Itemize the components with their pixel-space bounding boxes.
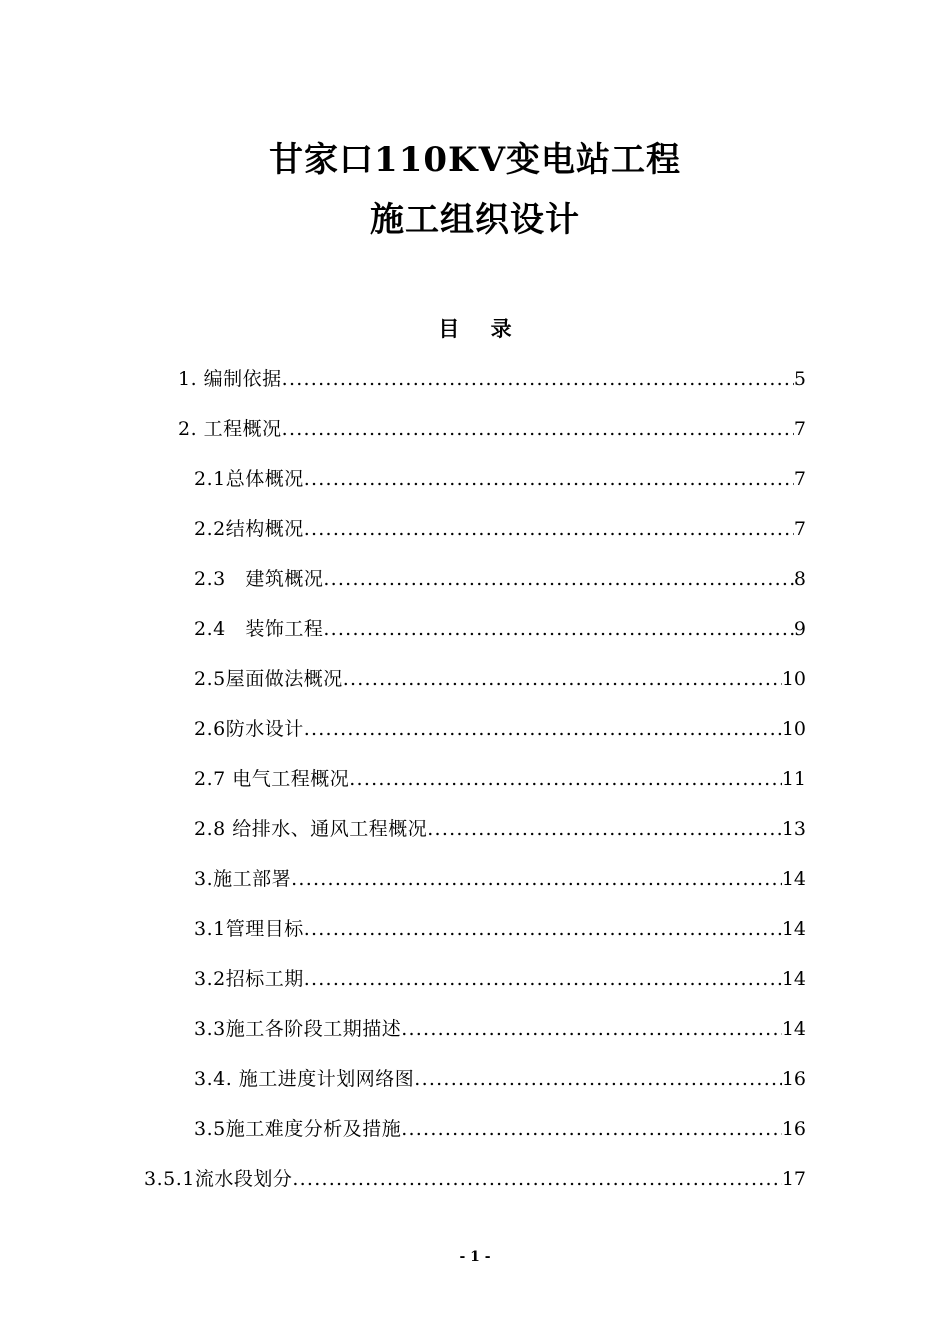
toc-dot-leader (427, 814, 782, 844)
toc-entry-label: 2.5屋面做法概况 (194, 668, 343, 690)
toc-entry-label: 2.1总体概况 (194, 468, 304, 490)
toc-entry-label: 2.2结构概况 (194, 518, 304, 540)
toc-entry[interactable] (194, 864, 806, 894)
toc-dot-leader (304, 964, 782, 994)
toc-entry[interactable] (194, 1114, 806, 1144)
toc-dot-leader (282, 414, 794, 444)
toc-dot-leader (414, 1064, 782, 1094)
toc-entry[interactable] (194, 714, 806, 744)
toc-entry-label: 1. 编制依据 (178, 368, 282, 390)
toc-entry-label: 2.4 装饰工程 (194, 618, 324, 640)
toc-entry[interactable] (194, 464, 806, 494)
toc-entry[interactable] (178, 414, 806, 444)
toc-entry-page: 14 (781, 968, 806, 990)
toc-entry-label: 3.5施工难度分析及措施 (194, 1118, 402, 1140)
toc-dot-leader (323, 564, 794, 594)
toc-dot-leader (304, 914, 782, 944)
toc-dot-leader (291, 864, 782, 894)
toc-entry-page: 7 (793, 418, 806, 440)
toc-dot-leader (343, 664, 782, 694)
toc-dot-leader (401, 1114, 782, 1144)
toc-dot-leader (349, 764, 782, 794)
toc-entry-page: 13 (781, 818, 806, 840)
toc-entry[interactable] (144, 1164, 806, 1194)
toc-entry[interactable] (194, 814, 806, 844)
toc-entry-label: 3.施工部署 (194, 868, 292, 890)
toc-entry-label: 3.1管理目标 (194, 918, 304, 940)
toc-entry[interactable] (194, 964, 806, 994)
toc-entry-page: 7 (793, 468, 806, 490)
toc-entry-page: 14 (781, 868, 806, 890)
toc-entry[interactable] (194, 564, 806, 594)
toc-entry-page: 16 (781, 1068, 806, 1090)
toc-dot-leader (304, 464, 794, 494)
toc-entry-label: 2.6防水设计 (194, 718, 304, 740)
toc-entry-page: 11 (781, 768, 806, 790)
toc-entry-label: 3.3施工各阶段工期描述 (194, 1018, 402, 1040)
toc-entry[interactable] (194, 1014, 806, 1044)
toc-entry[interactable] (194, 614, 806, 644)
document-title: 甘家口110KV变电站工程 (269, 140, 681, 180)
toc-entry-page: 7 (793, 518, 806, 540)
toc-entry-page: 9 (793, 618, 806, 640)
toc-entry-page: 10 (781, 718, 806, 740)
toc-entry-page: 10 (781, 668, 806, 690)
toc-dot-leader (304, 714, 782, 744)
toc-entry-page: 5 (793, 368, 806, 390)
toc-entry[interactable] (178, 364, 806, 394)
toc-dot-leader (401, 1014, 782, 1044)
toc-entry-page: 16 (781, 1118, 806, 1140)
toc-entry[interactable] (194, 664, 806, 694)
toc-entry-page: 14 (781, 918, 806, 940)
toc-entry-page: 17 (781, 1168, 806, 1190)
toc-entry-label: 2.7 电气工程概况 (194, 768, 350, 790)
toc-entry-page: 14 (781, 1018, 806, 1040)
toc-entry-page: 8 (793, 568, 806, 590)
toc-entry-label: 3.5.1流水段划分 (144, 1168, 293, 1190)
toc-entry-label: 2.3 建筑概况 (194, 568, 324, 590)
toc-entry[interactable] (194, 914, 806, 944)
page-number: - 1 - (459, 1249, 491, 1265)
toc-dot-leader (282, 364, 794, 394)
toc-dot-leader (292, 1164, 781, 1194)
toc-dot-leader (323, 614, 794, 644)
toc-entry-label: 3.4. 施工进度计划网络图 (194, 1068, 415, 1090)
toc-entry-label: 2.8 给排水、通风工程概况 (194, 818, 428, 840)
toc-heading: 目 录 (438, 316, 524, 341)
toc-entry[interactable] (194, 1064, 806, 1094)
toc-entry[interactable] (194, 514, 806, 544)
toc-entry[interactable] (194, 764, 806, 794)
toc-entry-label: 3.2招标工期 (194, 968, 304, 990)
document-subtitle: 施工组织设计 (370, 200, 580, 240)
toc-entry-label: 2. 工程概况 (178, 418, 282, 440)
toc-dot-leader (304, 514, 794, 544)
